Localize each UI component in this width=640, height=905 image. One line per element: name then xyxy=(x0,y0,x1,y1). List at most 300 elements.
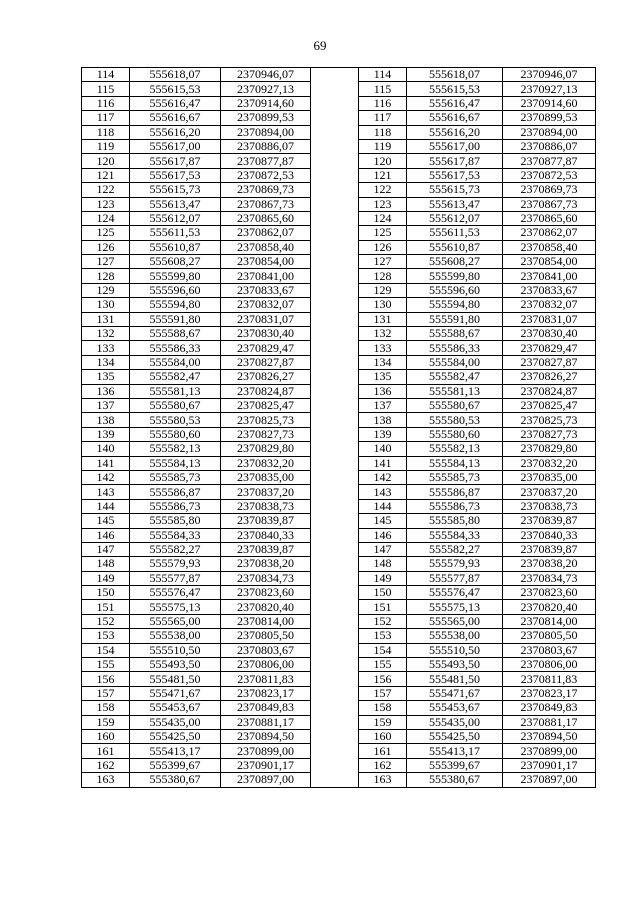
right-y-coordinate-cell: 2370832,20 xyxy=(503,456,596,470)
left-point-number-cell: 154 xyxy=(82,643,130,657)
left-y-coordinate-cell: 2370901,17 xyxy=(221,758,311,772)
table-row xyxy=(82,773,596,787)
table-row xyxy=(82,298,596,312)
right-y-coordinate-cell: 2370827,73 xyxy=(503,427,596,441)
right-x-coordinate-cell: 555612,07 xyxy=(407,211,503,225)
table-row xyxy=(82,542,596,556)
right-point-number-cell: 142 xyxy=(359,470,407,484)
right-point-number-cell: 140 xyxy=(359,442,407,456)
right-point-number-cell: 124 xyxy=(359,211,407,225)
left-x-coordinate-cell: 555586,87 xyxy=(130,485,221,499)
table-row xyxy=(82,614,596,628)
right-point-number-cell: 148 xyxy=(359,557,407,571)
right-y-coordinate-cell: 2370839,87 xyxy=(503,542,596,556)
column-gap xyxy=(311,658,359,672)
left-x-coordinate-cell: 555493,50 xyxy=(130,658,221,672)
left-point-number-cell: 130 xyxy=(82,298,130,312)
left-point-number-cell: 149 xyxy=(82,571,130,585)
table-row xyxy=(82,571,596,585)
left-y-coordinate-cell: 2370829,47 xyxy=(221,341,311,355)
left-x-coordinate-cell: 555399,67 xyxy=(130,758,221,772)
column-gap xyxy=(311,125,359,139)
column-gap xyxy=(311,269,359,283)
left-point-number-cell: 147 xyxy=(82,542,130,556)
left-y-coordinate-cell: 2370854,00 xyxy=(221,255,311,269)
left-point-number-cell: 148 xyxy=(82,557,130,571)
table-row xyxy=(82,197,596,211)
column-gap xyxy=(311,586,359,600)
column-gap xyxy=(311,384,359,398)
column-gap xyxy=(311,341,359,355)
table-row xyxy=(82,485,596,499)
right-x-coordinate-cell: 555577,87 xyxy=(407,571,503,585)
left-x-coordinate-cell: 555425,50 xyxy=(130,729,221,743)
table-row xyxy=(82,283,596,297)
table-row xyxy=(82,211,596,225)
left-point-number-cell: 136 xyxy=(82,384,130,398)
left-y-coordinate-cell: 2370803,67 xyxy=(221,643,311,657)
right-point-number-cell: 122 xyxy=(359,183,407,197)
right-x-coordinate-cell: 555584,13 xyxy=(407,456,503,470)
left-y-coordinate-cell: 2370894,00 xyxy=(221,125,311,139)
left-y-coordinate-cell: 2370827,73 xyxy=(221,427,311,441)
column-gap xyxy=(311,514,359,528)
left-y-coordinate-cell: 2370869,73 xyxy=(221,183,311,197)
column-gap xyxy=(311,211,359,225)
right-x-coordinate-cell: 555580,53 xyxy=(407,413,503,427)
right-y-coordinate-cell: 2370833,67 xyxy=(503,283,596,297)
right-point-number-cell: 118 xyxy=(359,125,407,139)
left-point-number-cell: 163 xyxy=(82,773,130,787)
left-y-coordinate-cell: 2370858,40 xyxy=(221,240,311,254)
column-gap xyxy=(311,240,359,254)
right-point-number-cell: 133 xyxy=(359,341,407,355)
right-y-coordinate-cell: 2370835,00 xyxy=(503,470,596,484)
left-x-coordinate-cell: 555615,53 xyxy=(130,82,221,96)
right-point-number-cell: 129 xyxy=(359,283,407,297)
table-row xyxy=(82,384,596,398)
left-point-number-cell: 144 xyxy=(82,499,130,513)
left-x-coordinate-cell: 555585,80 xyxy=(130,514,221,528)
table-row xyxy=(82,600,596,614)
table-row xyxy=(82,96,596,110)
right-x-coordinate-cell: 555617,87 xyxy=(407,154,503,168)
left-point-number-cell: 162 xyxy=(82,758,130,772)
left-x-coordinate-cell: 555581,13 xyxy=(130,384,221,398)
table-row xyxy=(82,456,596,470)
right-x-coordinate-cell: 555585,73 xyxy=(407,470,503,484)
right-point-number-cell: 119 xyxy=(359,139,407,153)
right-y-coordinate-cell: 2370823,60 xyxy=(503,586,596,600)
right-point-number-cell: 159 xyxy=(359,715,407,729)
coordinates-table xyxy=(81,67,596,788)
left-point-number-cell: 129 xyxy=(82,283,130,297)
column-gap xyxy=(311,744,359,758)
column-gap xyxy=(311,715,359,729)
right-y-coordinate-cell: 2370849,83 xyxy=(503,701,596,715)
left-y-coordinate-cell: 2370839,87 xyxy=(221,514,311,528)
column-gap xyxy=(311,370,359,384)
left-x-coordinate-cell: 555610,87 xyxy=(130,240,221,254)
left-x-coordinate-cell: 555612,07 xyxy=(130,211,221,225)
left-x-coordinate-cell: 555453,67 xyxy=(130,701,221,715)
right-point-number-cell: 152 xyxy=(359,614,407,628)
right-x-coordinate-cell: 555582,13 xyxy=(407,442,503,456)
left-x-coordinate-cell: 555580,60 xyxy=(130,427,221,441)
column-gap xyxy=(311,197,359,211)
table-row xyxy=(82,355,596,369)
left-point-number-cell: 156 xyxy=(82,672,130,686)
left-point-number-cell: 124 xyxy=(82,211,130,225)
right-x-coordinate-cell: 555453,67 xyxy=(407,701,503,715)
table-row xyxy=(82,255,596,269)
table-row xyxy=(82,68,596,82)
left-y-coordinate-cell: 2370827,87 xyxy=(221,355,311,369)
right-y-coordinate-cell: 2370805,50 xyxy=(503,629,596,643)
right-y-coordinate-cell: 2370877,87 xyxy=(503,154,596,168)
column-gap xyxy=(311,773,359,787)
table-row xyxy=(82,111,596,125)
left-point-number-cell: 125 xyxy=(82,226,130,240)
right-point-number-cell: 154 xyxy=(359,643,407,657)
left-point-number-cell: 159 xyxy=(82,715,130,729)
right-x-coordinate-cell: 555615,53 xyxy=(407,82,503,96)
column-gap xyxy=(311,542,359,556)
table-row xyxy=(82,168,596,182)
right-x-coordinate-cell: 555617,53 xyxy=(407,168,503,182)
left-x-coordinate-cell: 555586,33 xyxy=(130,341,221,355)
right-y-coordinate-cell: 2370841,00 xyxy=(503,269,596,283)
left-point-number-cell: 143 xyxy=(82,485,130,499)
left-x-coordinate-cell: 555615,73 xyxy=(130,183,221,197)
right-y-coordinate-cell: 2370838,20 xyxy=(503,557,596,571)
column-gap xyxy=(311,154,359,168)
left-x-coordinate-cell: 555580,53 xyxy=(130,413,221,427)
left-y-coordinate-cell: 2370839,87 xyxy=(221,542,311,556)
right-y-coordinate-cell: 2370823,17 xyxy=(503,686,596,700)
table-row xyxy=(82,82,596,96)
column-gap xyxy=(311,355,359,369)
column-gap xyxy=(311,327,359,341)
column-gap xyxy=(311,528,359,542)
left-point-number-cell: 158 xyxy=(82,701,130,715)
left-point-number-cell: 134 xyxy=(82,355,130,369)
right-y-coordinate-cell: 2370839,87 xyxy=(503,514,596,528)
right-point-number-cell: 157 xyxy=(359,686,407,700)
left-y-coordinate-cell: 2370914,60 xyxy=(221,96,311,110)
left-point-number-cell: 142 xyxy=(82,470,130,484)
column-gap xyxy=(311,571,359,585)
right-x-coordinate-cell: 555586,33 xyxy=(407,341,503,355)
left-x-coordinate-cell: 555591,80 xyxy=(130,312,221,326)
left-point-number-cell: 146 xyxy=(82,528,130,542)
right-x-coordinate-cell: 555610,87 xyxy=(407,240,503,254)
column-gap xyxy=(311,139,359,153)
left-y-coordinate-cell: 2370831,07 xyxy=(221,312,311,326)
right-point-number-cell: 116 xyxy=(359,96,407,110)
table-row xyxy=(82,240,596,254)
table-row xyxy=(82,744,596,758)
left-point-number-cell: 153 xyxy=(82,629,130,643)
left-point-number-cell: 132 xyxy=(82,327,130,341)
right-x-coordinate-cell: 555565,00 xyxy=(407,614,503,628)
left-y-coordinate-cell: 2370834,73 xyxy=(221,571,311,585)
column-gap xyxy=(311,427,359,441)
right-y-coordinate-cell: 2370825,47 xyxy=(503,398,596,412)
column-gap xyxy=(311,729,359,743)
right-point-number-cell: 149 xyxy=(359,571,407,585)
left-y-coordinate-cell: 2370826,27 xyxy=(221,370,311,384)
left-y-coordinate-cell: 2370897,00 xyxy=(221,773,311,787)
right-y-coordinate-cell: 2370826,27 xyxy=(503,370,596,384)
right-y-coordinate-cell: 2370901,17 xyxy=(503,758,596,772)
right-y-coordinate-cell: 2370899,53 xyxy=(503,111,596,125)
left-y-coordinate-cell: 2370823,17 xyxy=(221,686,311,700)
table-row xyxy=(82,686,596,700)
right-y-coordinate-cell: 2370854,00 xyxy=(503,255,596,269)
right-y-coordinate-cell: 2370858,40 xyxy=(503,240,596,254)
left-y-coordinate-cell: 2370832,20 xyxy=(221,456,311,470)
left-y-coordinate-cell: 2370840,33 xyxy=(221,528,311,542)
right-point-number-cell: 132 xyxy=(359,327,407,341)
right-y-coordinate-cell: 2370834,73 xyxy=(503,571,596,585)
table-row xyxy=(82,758,596,772)
table-row xyxy=(82,528,596,542)
left-x-coordinate-cell: 555582,27 xyxy=(130,542,221,556)
left-x-coordinate-cell: 555380,67 xyxy=(130,773,221,787)
left-x-coordinate-cell: 555588,67 xyxy=(130,327,221,341)
left-point-number-cell: 160 xyxy=(82,729,130,743)
right-x-coordinate-cell: 555575,13 xyxy=(407,600,503,614)
left-x-coordinate-cell: 555586,73 xyxy=(130,499,221,513)
column-gap xyxy=(311,312,359,326)
left-x-coordinate-cell: 555585,73 xyxy=(130,470,221,484)
right-x-coordinate-cell: 555599,80 xyxy=(407,269,503,283)
column-gap xyxy=(311,226,359,240)
right-point-number-cell: 117 xyxy=(359,111,407,125)
right-x-coordinate-cell: 555611,53 xyxy=(407,226,503,240)
left-point-number-cell: 118 xyxy=(82,125,130,139)
right-point-number-cell: 127 xyxy=(359,255,407,269)
column-gap xyxy=(311,629,359,643)
right-y-coordinate-cell: 2370886,07 xyxy=(503,139,596,153)
right-point-number-cell: 125 xyxy=(359,226,407,240)
left-x-coordinate-cell: 555599,80 xyxy=(130,269,221,283)
left-point-number-cell: 139 xyxy=(82,427,130,441)
column-gap xyxy=(311,442,359,456)
left-x-coordinate-cell: 555579,93 xyxy=(130,557,221,571)
right-y-coordinate-cell: 2370894,00 xyxy=(503,125,596,139)
right-y-coordinate-cell: 2370914,60 xyxy=(503,96,596,110)
column-gap xyxy=(311,672,359,686)
left-point-number-cell: 123 xyxy=(82,197,130,211)
left-point-number-cell: 150 xyxy=(82,586,130,600)
right-y-coordinate-cell: 2370867,73 xyxy=(503,197,596,211)
left-point-number-cell: 135 xyxy=(82,370,130,384)
right-y-coordinate-cell: 2370811,83 xyxy=(503,672,596,686)
left-x-coordinate-cell: 555582,47 xyxy=(130,370,221,384)
right-x-coordinate-cell: 555586,73 xyxy=(407,499,503,513)
table-row xyxy=(82,658,596,672)
right-y-coordinate-cell: 2370837,20 xyxy=(503,485,596,499)
left-point-number-cell: 141 xyxy=(82,456,130,470)
left-point-number-cell: 145 xyxy=(82,514,130,528)
right-x-coordinate-cell: 555580,60 xyxy=(407,427,503,441)
right-point-number-cell: 128 xyxy=(359,269,407,283)
left-y-coordinate-cell: 2370894,50 xyxy=(221,729,311,743)
right-y-coordinate-cell: 2370831,07 xyxy=(503,312,596,326)
right-x-coordinate-cell: 555580,67 xyxy=(407,398,503,412)
right-x-coordinate-cell: 555481,50 xyxy=(407,672,503,686)
left-point-number-cell: 151 xyxy=(82,600,130,614)
left-x-coordinate-cell: 555575,13 xyxy=(130,600,221,614)
left-y-coordinate-cell: 2370823,60 xyxy=(221,586,311,600)
left-y-coordinate-cell: 2370865,60 xyxy=(221,211,311,225)
left-point-number-cell: 122 xyxy=(82,183,130,197)
left-x-coordinate-cell: 555594,80 xyxy=(130,298,221,312)
left-y-coordinate-cell: 2370899,00 xyxy=(221,744,311,758)
left-y-coordinate-cell: 2370877,87 xyxy=(221,154,311,168)
table-row xyxy=(82,701,596,715)
right-point-number-cell: 155 xyxy=(359,658,407,672)
column-gap xyxy=(311,686,359,700)
right-x-coordinate-cell: 555471,67 xyxy=(407,686,503,700)
left-point-number-cell: 126 xyxy=(82,240,130,254)
right-point-number-cell: 158 xyxy=(359,701,407,715)
left-x-coordinate-cell: 555565,00 xyxy=(130,614,221,628)
right-x-coordinate-cell: 555581,13 xyxy=(407,384,503,398)
right-x-coordinate-cell: 555380,67 xyxy=(407,773,503,787)
right-point-number-cell: 162 xyxy=(359,758,407,772)
left-point-number-cell: 114 xyxy=(82,68,130,82)
table-row xyxy=(82,125,596,139)
right-x-coordinate-cell: 555588,67 xyxy=(407,327,503,341)
left-point-number-cell: 116 xyxy=(82,96,130,110)
left-x-coordinate-cell: 555608,27 xyxy=(130,255,221,269)
right-point-number-cell: 138 xyxy=(359,413,407,427)
column-gap xyxy=(311,168,359,182)
left-point-number-cell: 157 xyxy=(82,686,130,700)
right-point-number-cell: 114 xyxy=(359,68,407,82)
left-y-coordinate-cell: 2370825,73 xyxy=(221,413,311,427)
left-point-number-cell: 155 xyxy=(82,658,130,672)
column-gap xyxy=(311,456,359,470)
column-gap xyxy=(311,68,359,82)
left-point-number-cell: 152 xyxy=(82,614,130,628)
left-y-coordinate-cell: 2370835,00 xyxy=(221,470,311,484)
right-y-coordinate-cell: 2370881,17 xyxy=(503,715,596,729)
left-y-coordinate-cell: 2370841,00 xyxy=(221,269,311,283)
column-gap xyxy=(311,600,359,614)
left-y-coordinate-cell: 2370837,20 xyxy=(221,485,311,499)
right-point-number-cell: 160 xyxy=(359,729,407,743)
right-point-number-cell: 136 xyxy=(359,384,407,398)
right-x-coordinate-cell: 555425,50 xyxy=(407,729,503,743)
right-point-number-cell: 121 xyxy=(359,168,407,182)
left-y-coordinate-cell: 2370806,00 xyxy=(221,658,311,672)
table-row xyxy=(82,413,596,427)
left-point-number-cell: 120 xyxy=(82,154,130,168)
left-point-number-cell: 127 xyxy=(82,255,130,269)
right-y-coordinate-cell: 2370897,00 xyxy=(503,773,596,787)
right-x-coordinate-cell: 555616,67 xyxy=(407,111,503,125)
left-point-number-cell: 117 xyxy=(82,111,130,125)
left-y-coordinate-cell: 2370838,20 xyxy=(221,557,311,571)
left-x-coordinate-cell: 555471,67 xyxy=(130,686,221,700)
right-y-coordinate-cell: 2370830,40 xyxy=(503,327,596,341)
column-gap xyxy=(311,398,359,412)
left-x-coordinate-cell: 555582,13 xyxy=(130,442,221,456)
right-y-coordinate-cell: 2370869,73 xyxy=(503,183,596,197)
left-y-coordinate-cell: 2370849,83 xyxy=(221,701,311,715)
left-x-coordinate-cell: 555538,00 xyxy=(130,629,221,643)
left-y-coordinate-cell: 2370811,83 xyxy=(221,672,311,686)
left-point-number-cell: 140 xyxy=(82,442,130,456)
left-y-coordinate-cell: 2370899,53 xyxy=(221,111,311,125)
right-point-number-cell: 139 xyxy=(359,427,407,441)
left-x-coordinate-cell: 555584,00 xyxy=(130,355,221,369)
right-x-coordinate-cell: 555618,07 xyxy=(407,68,503,82)
column-gap xyxy=(311,485,359,499)
right-y-coordinate-cell: 2370820,40 xyxy=(503,600,596,614)
column-gap xyxy=(311,758,359,772)
left-y-coordinate-cell: 2370824,87 xyxy=(221,384,311,398)
column-gap xyxy=(311,82,359,96)
left-y-coordinate-cell: 2370830,40 xyxy=(221,327,311,341)
right-point-number-cell: 163 xyxy=(359,773,407,787)
column-gap xyxy=(311,298,359,312)
column-gap xyxy=(311,96,359,110)
right-point-number-cell: 126 xyxy=(359,240,407,254)
column-gap xyxy=(311,255,359,269)
table-row xyxy=(82,398,596,412)
right-x-coordinate-cell: 555584,00 xyxy=(407,355,503,369)
left-x-coordinate-cell: 555481,50 xyxy=(130,672,221,686)
table-row xyxy=(82,470,596,484)
left-x-coordinate-cell: 555576,47 xyxy=(130,586,221,600)
left-x-coordinate-cell: 555618,07 xyxy=(130,68,221,82)
right-y-coordinate-cell: 2370862,07 xyxy=(503,226,596,240)
left-x-coordinate-cell: 555617,53 xyxy=(130,168,221,182)
right-x-coordinate-cell: 555613,47 xyxy=(407,197,503,211)
left-y-coordinate-cell: 2370814,00 xyxy=(221,614,311,628)
right-point-number-cell: 144 xyxy=(359,499,407,513)
left-x-coordinate-cell: 555435,00 xyxy=(130,715,221,729)
right-point-number-cell: 145 xyxy=(359,514,407,528)
table-row xyxy=(82,442,596,456)
left-point-number-cell: 137 xyxy=(82,398,130,412)
left-y-coordinate-cell: 2370927,13 xyxy=(221,82,311,96)
right-x-coordinate-cell: 555579,93 xyxy=(407,557,503,571)
right-y-coordinate-cell: 2370899,00 xyxy=(503,744,596,758)
right-x-coordinate-cell: 555585,80 xyxy=(407,514,503,528)
right-point-number-cell: 115 xyxy=(359,82,407,96)
right-x-coordinate-cell: 555584,33 xyxy=(407,528,503,542)
right-y-coordinate-cell: 2370840,33 xyxy=(503,528,596,542)
right-x-coordinate-cell: 555413,17 xyxy=(407,744,503,758)
right-y-coordinate-cell: 2370872,53 xyxy=(503,168,596,182)
left-y-coordinate-cell: 2370820,40 xyxy=(221,600,311,614)
right-point-number-cell: 153 xyxy=(359,629,407,643)
table-row xyxy=(82,499,596,513)
left-point-number-cell: 115 xyxy=(82,82,130,96)
left-y-coordinate-cell: 2370886,07 xyxy=(221,139,311,153)
column-gap xyxy=(311,111,359,125)
left-y-coordinate-cell: 2370872,53 xyxy=(221,168,311,182)
table-row xyxy=(82,341,596,355)
left-y-coordinate-cell: 2370825,47 xyxy=(221,398,311,412)
left-y-coordinate-cell: 2370833,67 xyxy=(221,283,311,297)
